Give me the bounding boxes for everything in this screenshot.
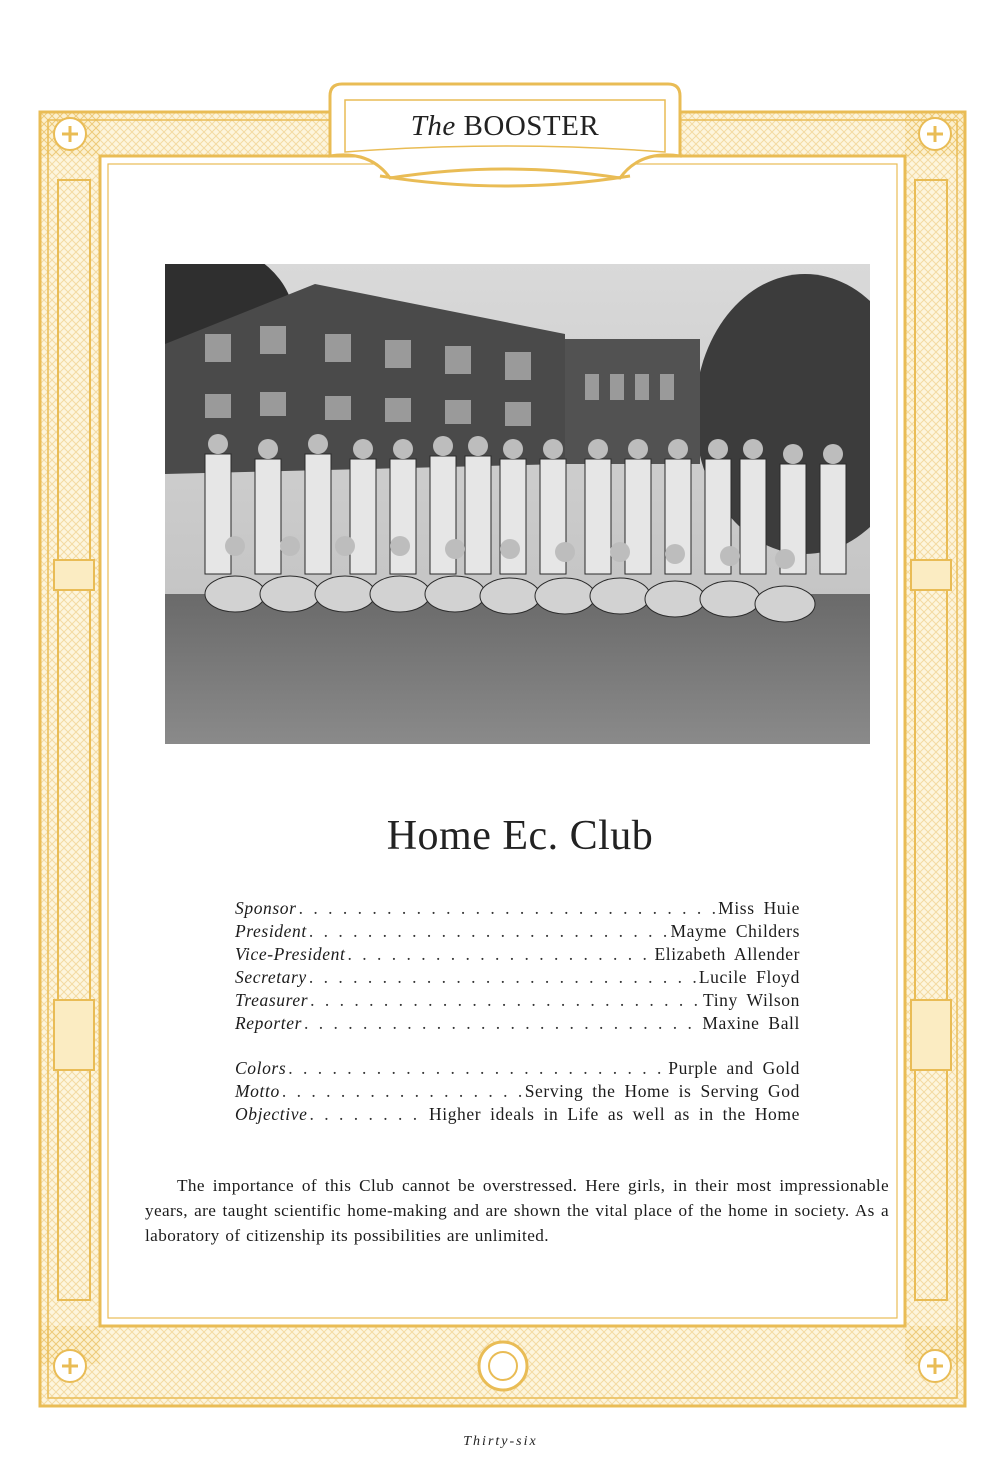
detail-value: Higher ideals in Life as well as in the Home [429, 1104, 800, 1124]
section-gap [235, 1035, 800, 1057]
officer-label: Treasurer [235, 990, 309, 1010]
officer-label: Reporter [235, 1013, 303, 1033]
officer-label: Secretary [235, 967, 307, 987]
officer-label: Vice-President [235, 944, 346, 964]
officer-label: President [235, 921, 307, 941]
detail-label: Colors [235, 1058, 287, 1078]
club-name-heading: Home Ec. Club [386, 813, 654, 859]
officer-name: Lucile Floyd [698, 967, 800, 987]
detail-value: Purple and Gold [668, 1058, 800, 1078]
leader-dots [309, 966, 697, 989]
leader-dots [304, 1012, 700, 1035]
leader-dots [310, 989, 701, 1012]
photo-illustration [165, 264, 870, 744]
detail-row-colors [235, 1057, 800, 1080]
leader-dots [282, 1080, 523, 1103]
title-italic: The [410, 110, 456, 142]
officer-row-secretary [235, 966, 800, 989]
officer-row-reporter [235, 1012, 800, 1035]
club-group-photo [165, 264, 870, 744]
officer-name: Mayme Childers [670, 921, 800, 941]
detail-label: Objective [235, 1104, 308, 1124]
officers-list [235, 897, 800, 1126]
leader-dots [288, 1057, 666, 1080]
leader-dots [347, 943, 652, 966]
officer-row-vice-president [235, 943, 800, 966]
detail-label: Motto [235, 1081, 280, 1101]
officer-row-treasurer [235, 989, 800, 1012]
officer-name: Maxine Ball [702, 1013, 800, 1033]
officer-name: Elizabeth Allender [654, 944, 800, 964]
detail-row-objective [235, 1103, 800, 1126]
leader-dots [309, 1103, 427, 1126]
leader-dots [309, 920, 669, 943]
detail-row-motto [235, 1080, 800, 1103]
officer-row-sponsor [235, 897, 800, 920]
page-header-title [360, 110, 650, 162]
page-number: Thirty-six [463, 1434, 538, 1449]
officer-name: Tiny Wilson [703, 990, 800, 1010]
title-caps: BOOSTER [463, 110, 600, 142]
leader-dots [299, 897, 717, 920]
officer-row-president [235, 920, 800, 943]
officer-label: Sponsor [235, 898, 297, 918]
detail-value: Serving the Home is Serving God [524, 1081, 800, 1101]
club-description: The importance of this Club cannot be overstressed. Here girls, in their most impressionable years, are taught scientific home-making and are shown the vital place of the home in society. As a laboratory of citizenship its possibilities are unlimited. [145, 1176, 889, 1246]
officer-name: Miss Huie [718, 898, 800, 918]
